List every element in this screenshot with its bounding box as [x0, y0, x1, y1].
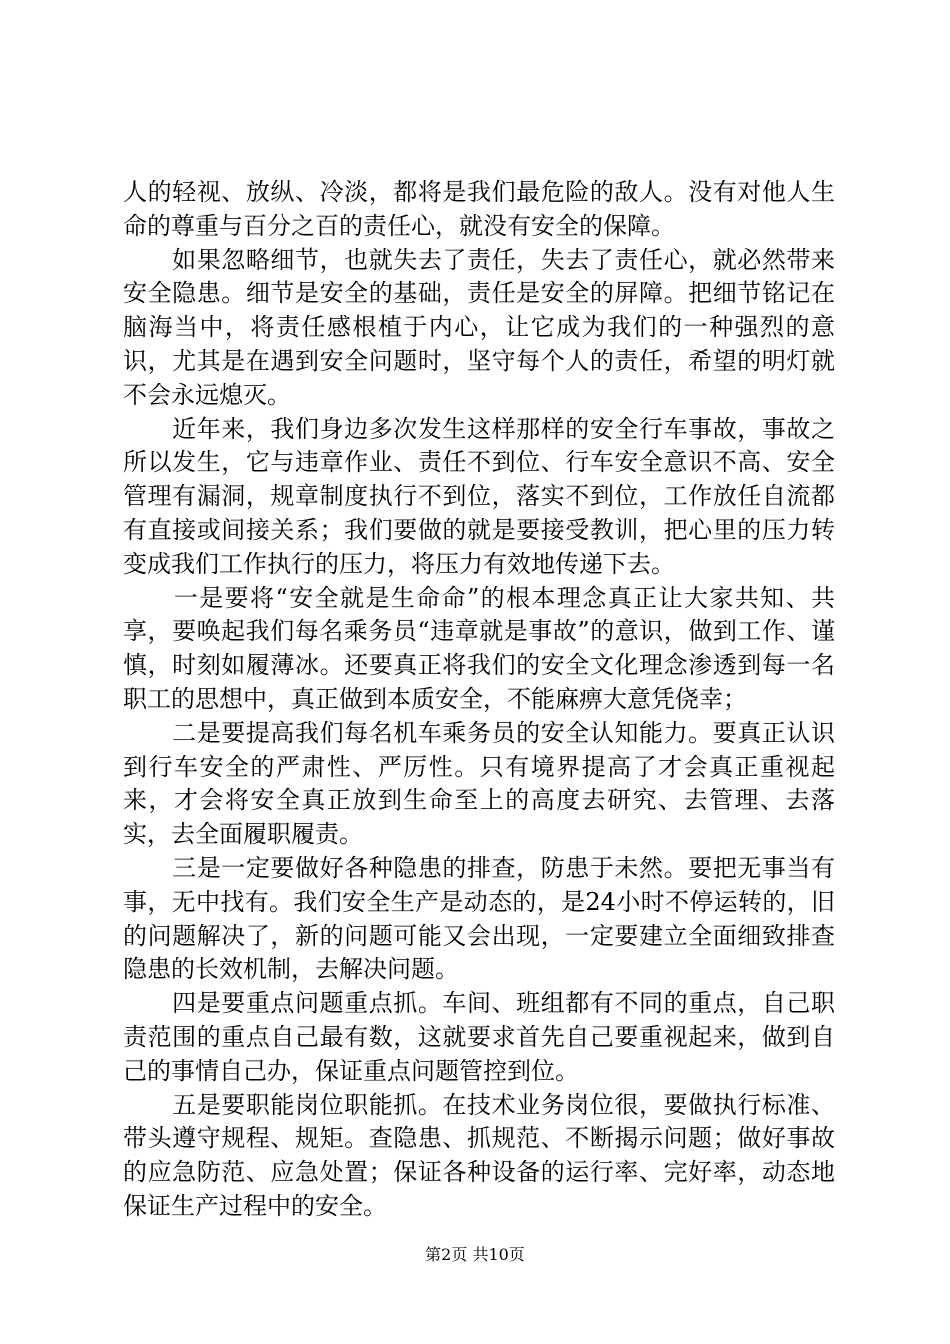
- paragraph-3: 近年来，我们身边多次发生这样那样的安全行车事故，事故之所以发生，它与违章作业、责任不到位、行车安全意识不高、安全管理有漏洞，规章制度执行不到位，落实不到位，工作放任自流都有直接或间接关系；我们要做的就是要接受教训，把心里的压力转变成我们工作执行的压力，将压力有效地传递下去。: [123, 414, 835, 578]
- paragraph-2: 如果忽略细节，也就失去了责任，失去了责任心，就必然带来安全隐患。细节是安全的基础，责任是安全的屏障。把细节铭记在脑海当中，将责任感根植于内心，让它成为我们的一种强烈的意识，尤其是在遇到安全问题时，坚守每个人的责任，希望的明灯就不会永远熄灭。: [123, 245, 835, 409]
- paragraph-6: 三是一定要做好各种隐患的排查，防患于未然。要把无事当有事，无中找有。我们安全生产是动态的，是24小时不停运转的，旧的问题解决了，新的问题可能又会出现，一定要建立全面细致排查隐患的长效机制，去解决问题。: [123, 853, 835, 984]
- paragraph-1: 人的轻视、放纵、冷淡，都将是我们最危险的敌人。没有对他人生命的尊重与百分之百的责任心，就没有安全的保障。: [123, 178, 835, 240]
- page-number-footer: 第2页 共10页: [425, 1245, 525, 1264]
- paragraph-4: 一是要将“安全就是生命命”的根本理念真正让大家共知、共享，要唤起我们每名乘务员“违章就是事故”的意识，做到工作、谨慎，时刻如履薄冰。还要真正将我们的安全文化理念渗透到每一名职工的思想中，真正做到本质安全，不能麻痹大意凭侥幸；: [123, 583, 835, 713]
- document-body: [123, 176, 835, 1224]
- paragraph-5: 二是要提高我们每名机车乘务员的安全认知能力。要真正认识到行车安全的严肃性、严厉性。只有境界提高了才会真正重视起来，才会将安全真正放到生命至上的高度去研究、去管理、去落实，去全面履职履责。: [123, 718, 835, 849]
- paragraph-8: 五是要职能岗位职能抓。在技术业务岗位很，要做执行标准、带头遵守规程、规矩。查隐患、抓规范、不断揭示问题；做好事故的应急防范、应急处置；保证各种设备的运行率、完好率，动态地保证生产过程中的安全。: [123, 1090, 835, 1220]
- paragraph-7: 四是要重点问题重点抓。车间、班组都有不同的重点，自己职责范围的重点自己最有数，这就要求首先自己要重视起来，做到自己的事情自己办，保证重点问题管控到位。: [123, 989, 835, 1085]
